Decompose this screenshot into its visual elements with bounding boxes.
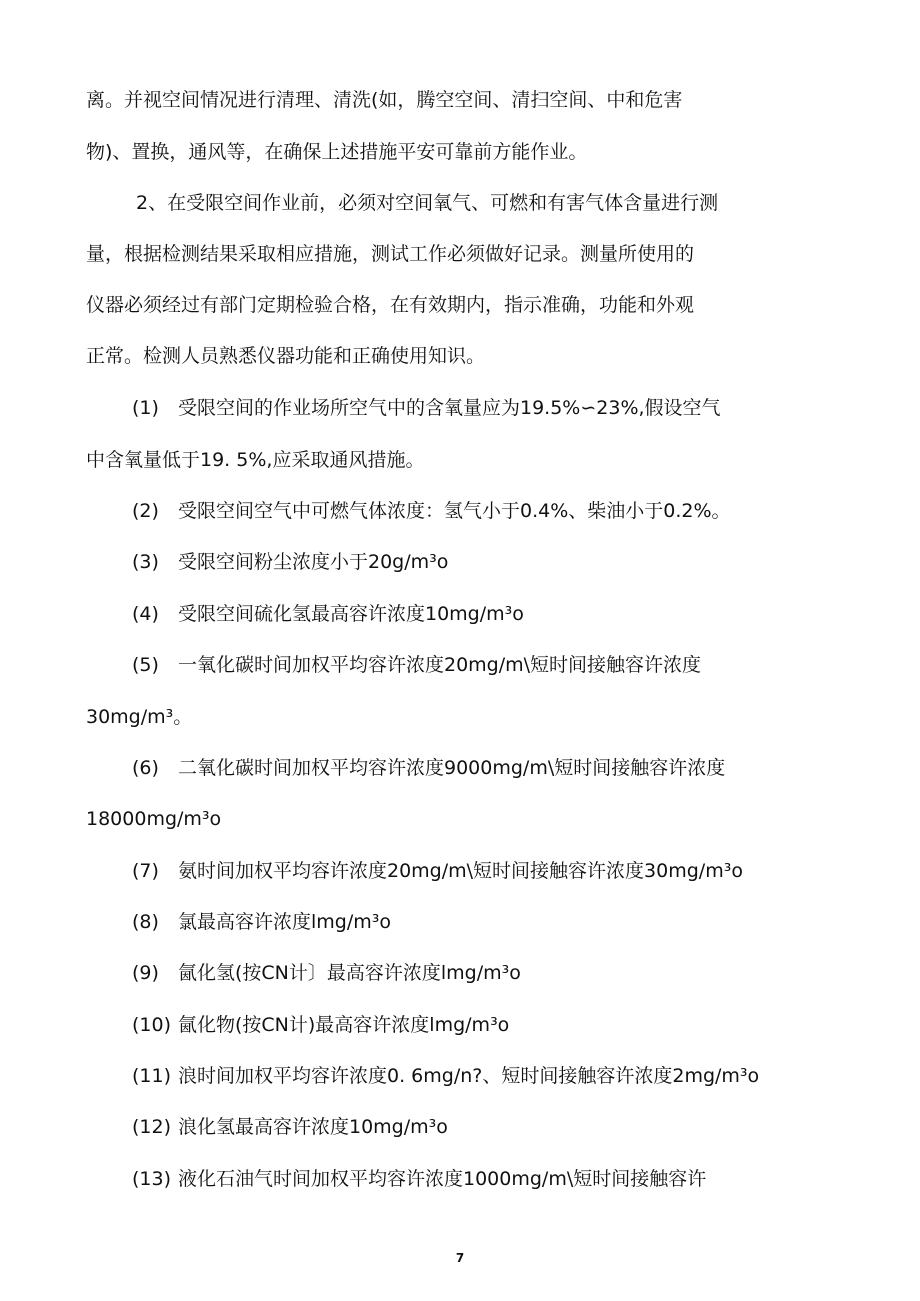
list-item-text: 二氧化碳时间加权平均容许浓度9000mg/m\短时间接触容许浓度 [178,757,726,779]
list-item-text: 受限空间空气中可燃气体浓度：氢气小于0.4%、柴油小于0.2%。 [178,500,731,522]
list-item-text: 氨时间加权平均容许浓度20mg/m\短时间接触容许浓度30mg/m³o [178,860,743,882]
list-item [132,652,701,678]
paragraph-line: 量，根据检测结果采取相应措施，测试工作必须做好记录。测量所使用的 [86,243,695,265]
list-item-number: (11) [132,1065,172,1087]
list-item-number: (5) [132,654,159,676]
list-item-text: 受限空间硫化氢最高容许浓度10mg/m³o [178,603,524,625]
list-item [132,601,524,627]
list-item-text: 受限空间的作业场所空气中的含氧量应为19.5%∽23%,假设空气 [178,397,721,419]
list-item-number: (13) [132,1168,172,1190]
paragraph-line: 正常。检测人员熟悉仪器功能和正确使用知识。 [86,345,486,367]
list-item [132,1114,448,1140]
list-item-number: (12) [132,1116,172,1138]
list-item [132,1063,759,1089]
paragraph-line: 2、在受限空间作业前，必须对空间氧气、可燃和有害气体含量进行测 [136,192,719,214]
list-item-text: 氤化物(按CN计)最高容许浓度lmg/m³o [178,1014,510,1036]
list-item [132,1012,509,1038]
paragraph-line: 仪器必须经过有部门定期检验合格，在有效期内，指示准确，功能和外观 [86,294,695,316]
list-item-continuation: 中含氧量低于19. 5%,应采取通风措施。 [86,449,425,471]
list-item [132,858,743,884]
list-item-text: 浪时间加权平均容许浓度0. 6mg/n?、短时间接触容许浓度2mg/m³o [178,1065,760,1087]
list-item-number: (4) [132,603,159,625]
list-item-number: (1) [132,397,159,419]
paragraph-line: 物)、置换，通风等，在确保上述措施平安可靠前方能作业。 [86,141,588,163]
list-item [132,960,521,986]
list-item-text: 氤化氢(按CN计〕最高容许浓度lmg/m³o [178,962,521,984]
list-item-number: (10) [132,1014,172,1036]
list-item-text: 液化石油气时间加权平均容许浓度1000mg/m\短时间接触容许 [178,1168,707,1190]
paragraph-line: 离。并视空间情况进行清理、清洗(如，腾空空间、清扫空间、中和危害 [86,89,683,111]
page-number: 7 [455,1251,465,1265]
list-item-text: 受限空间粉尘浓度小于20g/m³o [178,551,449,573]
list-item-number: (8) [132,911,159,933]
list-item-number: (2) [132,500,159,522]
list-item-number: (3) [132,551,159,573]
list-item-text: 浪化氢最高容许浓度10mg/m³o [178,1116,448,1138]
list-item [132,1166,706,1192]
list-item [132,549,448,575]
list-item-number: (7) [132,860,159,882]
list-item [132,498,731,524]
list-item-continuation: 18000mg/m³o [86,808,222,830]
list-item-number: (9) [132,962,159,984]
list-item-text: 氯最高容许浓度lmg/m³o [178,911,391,933]
list-item [132,755,725,781]
list-item-continuation: 30mg/m³。 [86,706,193,728]
list-item-text: 一氧化碳时间加权平均容许浓度20mg/m\短时间接触容许浓度 [178,654,702,676]
list-item [132,909,391,935]
list-item [132,395,721,421]
list-item-number: (6) [132,757,159,779]
